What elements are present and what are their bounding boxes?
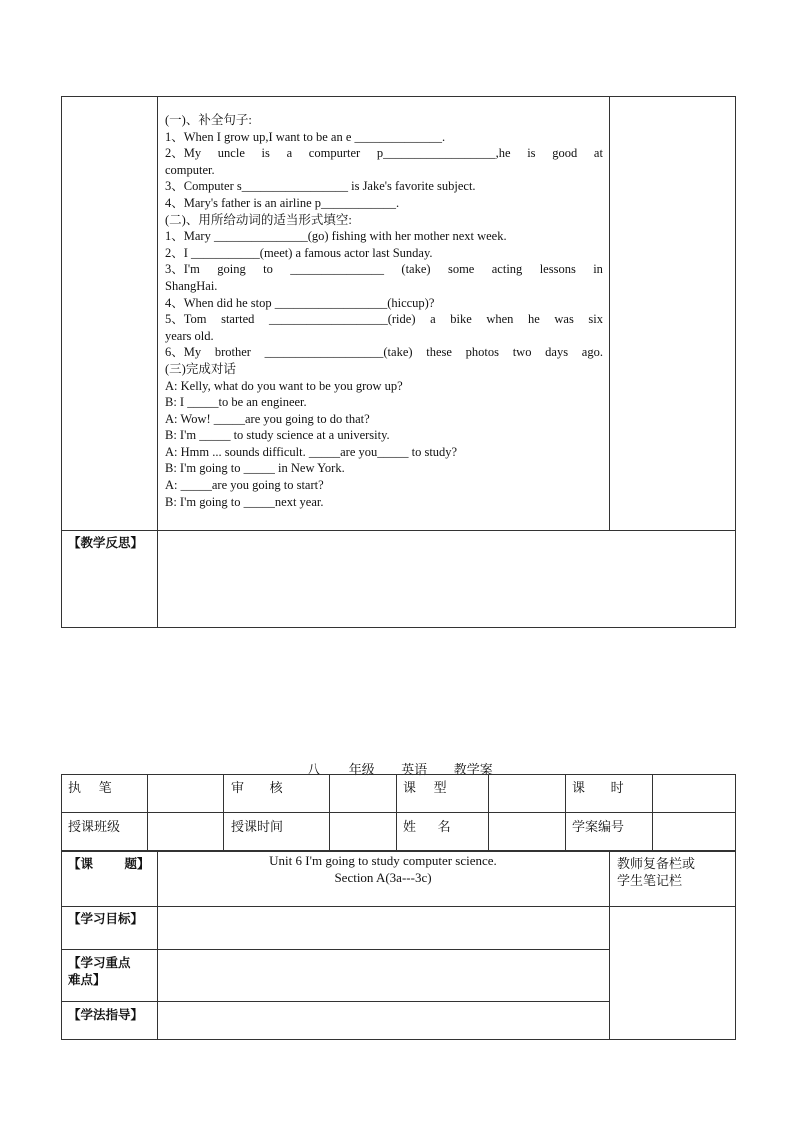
header-col-7 — [652, 774, 653, 851]
topic-line-1: Unit 6 I'm going to study computer science. — [269, 853, 497, 868]
exercise-line: 3、I'm going to _______________ (take) some acting lessons in — [165, 262, 603, 277]
title-doc: 教学案 — [453, 762, 493, 777]
header-col-1 — [147, 774, 148, 851]
notes-label-line-1: 教师复备栏或 — [617, 856, 696, 871]
type-label: 课 型 — [403, 780, 447, 795]
exercise-line: B: I'm _____ to study science at a university. — [165, 428, 390, 443]
exercise-line: years old. — [165, 328, 214, 343]
header-grid-mid — [61, 812, 736, 813]
method-label: 【学法指导】 — [68, 1008, 144, 1022]
header-col-3 — [329, 774, 330, 851]
exercise-line: 1、Mary _______________(go) fishing with her mother next week. — [165, 229, 507, 244]
hours-label: 课 时 — [572, 780, 624, 795]
exercise-line: A: Kelly, what do you want to be you grow up? — [165, 378, 403, 393]
exercise-line: 1、When I grow up,I want to be an e ______________. — [165, 129, 446, 144]
exercise-line: (二)、用所给动词的适当形式填空: — [165, 212, 352, 227]
class-label: 授课班级 — [68, 819, 121, 834]
key-label-line-2: 难点】 — [68, 973, 106, 987]
exercise-line: 4、Mary's father is an airline p____________. — [165, 195, 400, 210]
exercise-line: 2、My uncle is a compurter p__________________,he is good at — [165, 146, 603, 161]
exercise-line: B: I'm going to _____ in New York. — [165, 461, 345, 476]
exercise-line: (三)完成对话 — [165, 361, 236, 376]
lesson-row-2 — [61, 949, 609, 950]
exercise-table-divider-right — [609, 96, 610, 531]
exercise-table-divider-left — [157, 96, 158, 628]
key-label-line-1: 【学习重点 — [68, 956, 131, 970]
topic-label: 【课 题】 — [68, 857, 150, 871]
exercise-line: 4、When did he stop __________________(hiccup)? — [165, 295, 435, 310]
exercise-line: (一)、补全句子: — [165, 113, 252, 127]
exercise-line: B: I'm going to _____next year. — [165, 494, 324, 509]
name-label: 姓 名 — [403, 819, 451, 834]
notes-label-line-2: 学生笔记栏 — [617, 873, 683, 888]
reviewer-label: 审 核 — [231, 780, 283, 795]
writer-label: 执 笔 — [68, 780, 112, 795]
exercise-line: 6、My brother ___________________(take) these photos two days ago. — [165, 345, 603, 360]
header-col-2 — [223, 774, 224, 851]
lesson-row-1-right — [609, 906, 736, 907]
exercise-content — [165, 112, 603, 510]
title-subject: 英语 — [401, 762, 428, 777]
goals-label: 【学习目标】 — [68, 912, 144, 926]
header-col-6 — [565, 774, 566, 851]
title-grade: 八 — [307, 762, 321, 777]
exercise-table-row-divider — [61, 530, 736, 531]
header-col-5 — [488, 774, 489, 851]
exercise-line: ShangHai. — [165, 278, 218, 293]
time-label: 授课时间 — [231, 819, 284, 834]
exercise-line: A: Hmm ... sounds difficult. _____are you_____ to study? — [165, 444, 458, 459]
exercise-line: A: _____are you going to start? — [165, 478, 324, 493]
exercise-line: 3、Computer s_________________ is Jake's favorite subject. — [165, 179, 476, 194]
exercise-line: 2、I ___________(meet) a famous actor last Sunday. — [165, 245, 433, 260]
exercise-line: A: Wow! _____are you going to do that? — [165, 411, 370, 426]
lesson-row-3 — [61, 1001, 609, 1002]
topic-line-2: Section A(3a---3c) — [334, 870, 432, 885]
lesson-row-1 — [61, 906, 609, 907]
exercise-line: computer. — [165, 162, 215, 177]
lesson-col-right — [609, 851, 610, 1040]
title-grade-word: 年级 — [348, 762, 375, 777]
header-col-4 — [396, 774, 397, 851]
exercise-line: 5、Tom started ___________________(ride) a bike when he was six — [165, 312, 603, 327]
exercise-line: B: I _____to be an engineer. — [165, 395, 307, 410]
number-label: 学案编号 — [572, 819, 625, 834]
reflection-label: 【教学反思】 — [68, 536, 144, 550]
